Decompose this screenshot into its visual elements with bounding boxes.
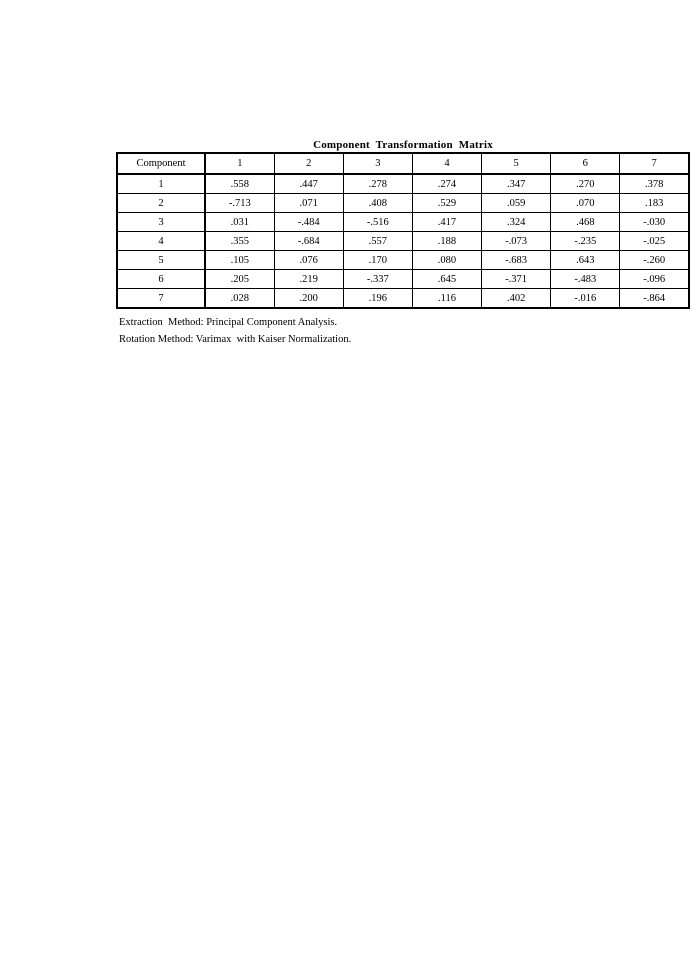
table-cell: .274 [412, 174, 481, 194]
column-header: 2 [274, 153, 343, 174]
table-row [117, 232, 689, 251]
table-cell: -.371 [482, 270, 551, 289]
row-label: 5 [117, 251, 205, 270]
column-header: 7 [620, 153, 689, 174]
table-cell: .080 [412, 251, 481, 270]
table-cell: .529 [412, 194, 481, 213]
table-cell: -.073 [482, 232, 551, 251]
table-cell: .558 [205, 174, 274, 194]
table-cell: -.235 [551, 232, 620, 251]
row-label: 2 [117, 194, 205, 213]
table-cell: -.516 [343, 213, 412, 232]
column-header: 3 [343, 153, 412, 174]
table-cell: .205 [205, 270, 274, 289]
table-cell: .076 [274, 251, 343, 270]
row-label: 7 [117, 289, 205, 309]
table-cell: .183 [620, 194, 689, 213]
table-cell: .278 [343, 174, 412, 194]
table-cell: .643 [551, 251, 620, 270]
table-row [117, 251, 689, 270]
table-cell: .324 [482, 213, 551, 232]
table-cell: .170 [343, 251, 412, 270]
table-cell: .200 [274, 289, 343, 309]
table-cell: .219 [274, 270, 343, 289]
table-cell: -.030 [620, 213, 689, 232]
column-header: 4 [412, 153, 481, 174]
table-cell: .557 [343, 232, 412, 251]
table-cell: .116 [412, 289, 481, 309]
extraction-method-note: Extraction Method: Principal Component Analysis. [119, 317, 338, 328]
table-cell: .059 [482, 194, 551, 213]
table-cell: .417 [412, 213, 481, 232]
table-cell: .468 [551, 213, 620, 232]
table-cell: -.260 [620, 251, 689, 270]
table-cell: .070 [551, 194, 620, 213]
table-title: Component Transformation Matrix [313, 139, 493, 151]
table-cell: .196 [343, 289, 412, 309]
row-label: 3 [117, 213, 205, 232]
column-header: 1 [205, 153, 274, 174]
column-header: 6 [551, 153, 620, 174]
table-cell: .270 [551, 174, 620, 194]
table-row [117, 213, 689, 232]
table-cell: .378 [620, 174, 689, 194]
table-row [117, 174, 689, 194]
table-cell: .028 [205, 289, 274, 309]
header-row [117, 153, 689, 174]
table-cell: -.096 [620, 270, 689, 289]
table-cell: -.483 [551, 270, 620, 289]
table-cell: -.864 [620, 289, 689, 309]
table-cell: .402 [482, 289, 551, 309]
table-row [117, 289, 689, 309]
table-cell: -.484 [274, 213, 343, 232]
row-label: 1 [117, 174, 205, 194]
table-cell: .347 [482, 174, 551, 194]
table-cell: -.683 [482, 251, 551, 270]
table-cell: -.684 [274, 232, 343, 251]
row-header-cell: Component [117, 153, 205, 174]
table-cell: -.025 [620, 232, 689, 251]
table-cell: -.337 [343, 270, 412, 289]
table-cell: .447 [274, 174, 343, 194]
table-cell: -.713 [205, 194, 274, 213]
footnotes [119, 314, 351, 348]
component-transformation-matrix [116, 152, 690, 309]
table-row [117, 270, 689, 289]
table-row [117, 194, 689, 213]
column-header: 5 [482, 153, 551, 174]
table-cell: .408 [343, 194, 412, 213]
table-cell: .105 [205, 251, 274, 270]
row-label: 4 [117, 232, 205, 251]
table-cell: .645 [412, 270, 481, 289]
table-cell: .188 [412, 232, 481, 251]
table-cell: .031 [205, 213, 274, 232]
table-cell: -.016 [551, 289, 620, 309]
table-cell: .355 [205, 232, 274, 251]
rotation-method-note: Rotation Method: Varimax with Kaiser Normalization. [119, 334, 352, 345]
table-cell: .071 [274, 194, 343, 213]
row-label: 6 [117, 270, 205, 289]
